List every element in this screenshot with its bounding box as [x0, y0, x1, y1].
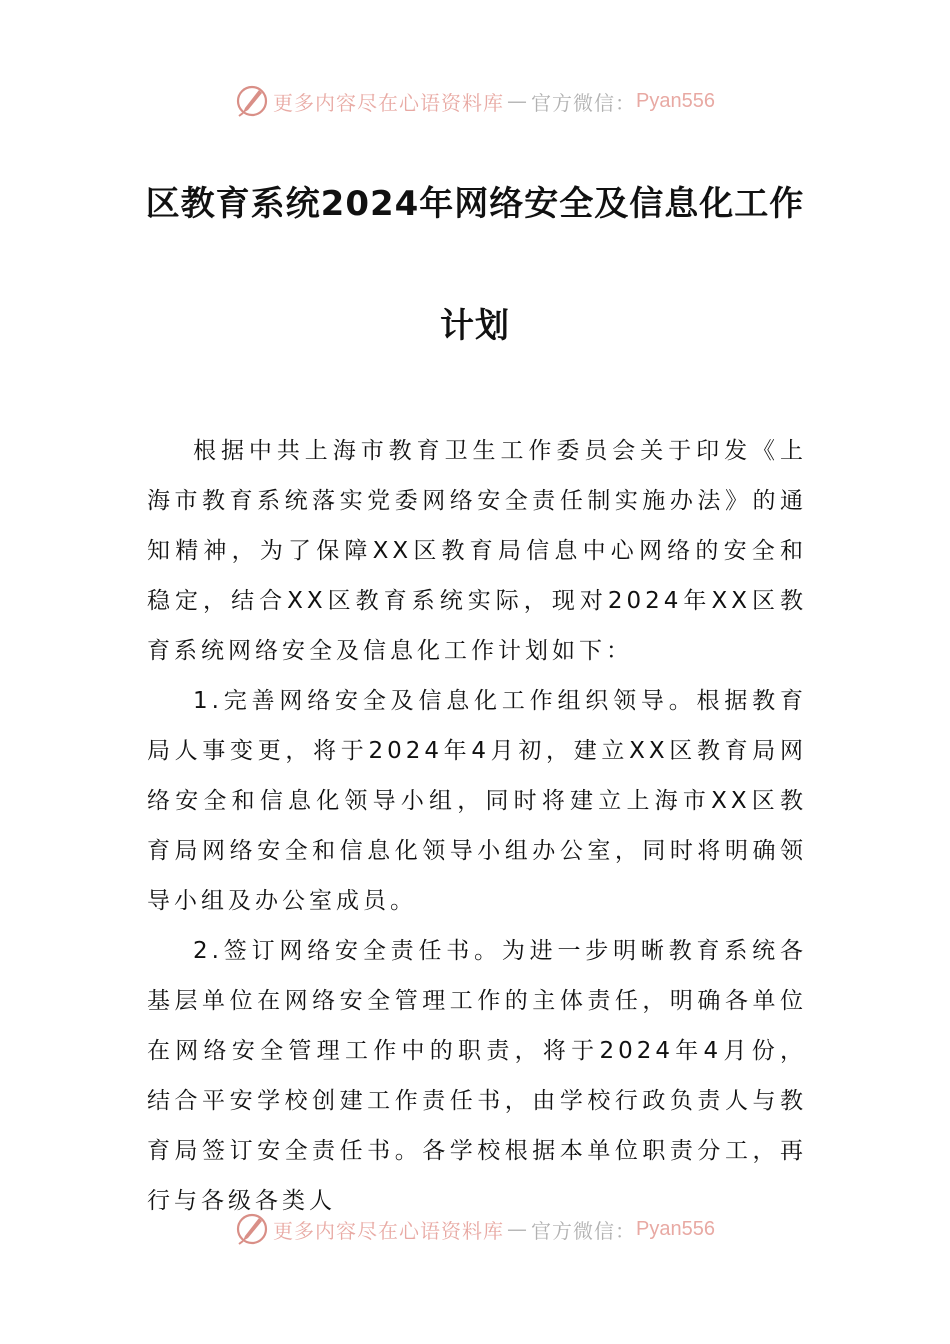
watermark-header — [0, 84, 950, 118]
quill-pen-logo-icon — [235, 84, 269, 118]
watermark-official-label: 官方微信： — [531, 1218, 637, 1243]
watermark-site-text: 更多内容尽在心语资料库 — [273, 90, 505, 115]
watermark-footer — [0, 1212, 950, 1246]
document-title-line-1: 区教育系统2024年网络安全及信息化工作 — [145, 184, 805, 224]
document-body — [147, 426, 807, 1226]
document-title-line-2: 计划 — [440, 306, 510, 346]
watermark-official-label: 官方微信： — [531, 90, 637, 115]
paragraph-item-2: 2.签订网络安全责任书。为进一步明晰教育系统各基层单位在网络安全管理工作的主体责任，明确各单位在网络安全管理工作中的职责，将于2024年4月份，结合平安学校创建工作责任书，由学校行政负责人与教育局签订安全责任书。各学校根据本单位职责分工，再行与各级各类人 — [147, 938, 807, 1214]
watermark-dash: — — [507, 1217, 529, 1241]
watermark-site-text: 更多内容尽在心语资料库 — [273, 1218, 505, 1243]
quill-pen-logo-icon — [235, 1212, 269, 1246]
paragraph-item-1: 1.完善网络安全及信息化工作组织领导。根据教育局人事变更，将于2024年4月初，建立XX区教育局网络安全和信息化领导小组，同时将建立上海市XX区教育局网络安全和信息化领导小组办公室，同时将明确领导小组及办公室成员。 — [147, 688, 807, 914]
paragraph-intro: 根据中共上海市教育卫生工作委员会关于印发《上海市教育系统落实党委网络安全责任制实施办法》的通知精神，为了保障XX区教育局信息中心网络的安全和稳定，结合XX区教育系统实际，现对2024年XX区教育系统网络安全及信息化工作计划如下： — [147, 438, 807, 664]
watermark-dash: — — [507, 89, 529, 113]
watermark-wechat-id: Pyan556 — [636, 89, 715, 112]
watermark-wechat-id: Pyan556 — [636, 1217, 715, 1240]
